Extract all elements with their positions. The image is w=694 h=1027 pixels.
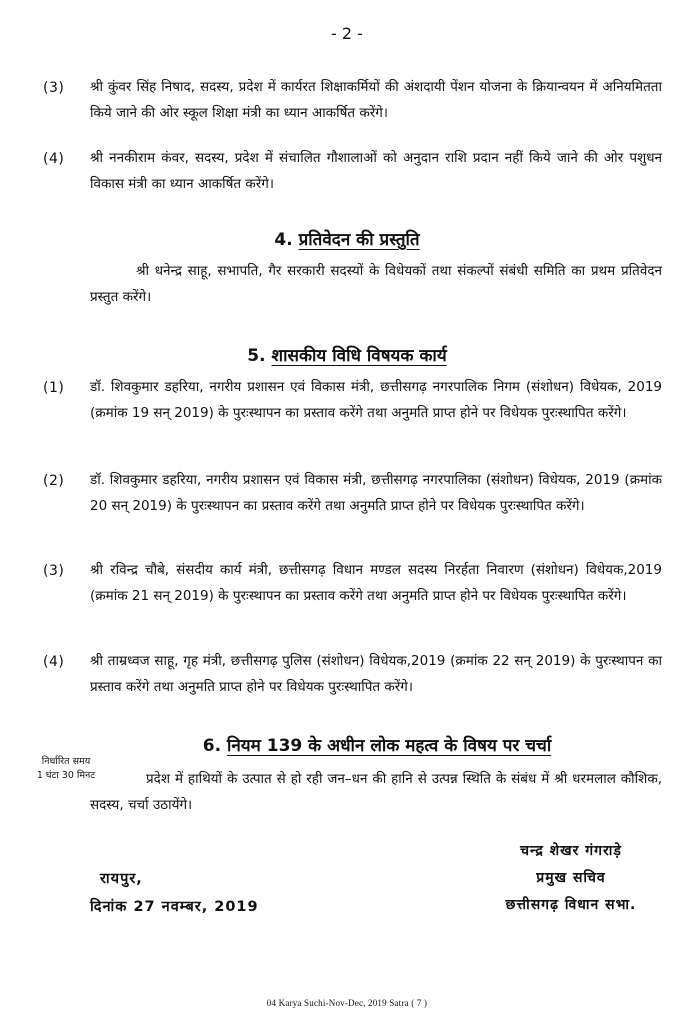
- legislative-item: श्री रविन्द्र चौबे, संसदीय कार्य मंत्री, छत्तीसगढ़ विधान मण्डल सदस्य निरर्हता निवारण (संशोधन) विधेयक,2019 (क्रमांक 21 सन् 2019) के पुरःस्थापन का प्रस्ताव करेंगे तथा अनुमति प्राप्त होने पर विधेयक पुरःस्थापित करेंगे।: [90, 562, 662, 604]
- section-number: 5.: [247, 346, 266, 366]
- signatory-office: छत्तीसगढ़ विधान सभा.: [505, 897, 637, 913]
- section-number: 6.: [202, 736, 222, 756]
- section-number: 4.: [274, 230, 293, 250]
- section-title: नियम 139 के अधीन लोक महत्व के विषय पर चर्चा: [226, 736, 552, 756]
- legislative-item: डॉ. शिवकुमार डहरिया, नगरीय प्रशासन एवं विकास मंत्री, छत्तीसगढ़ नगरपालिक निगम (संशोधन) विधेयक, 2019 (क्रमांक 19 सन् 2019) के पुरःस्थापन का प्रस्ताव करेंगे तथा अनुमति प्राप्त होने पर विधेयक पुरःस्थापित करेंगे।: [90, 379, 662, 421]
- allotted-time-label: निर्धारित समय: [41, 756, 91, 767]
- legislative-item: श्री ताम्रध्वज साहू, गृह मंत्री, छत्तीसगढ़ पुलिस (संशोधन) विधेयक,2019 (क्रमांक 22 सन् 2019) के पुरःस्थापन का प्रस्ताव करेंगे तथा अनुमति प्राप्त होने पर विधेयक पुरःस्थापित करेंगे।: [90, 653, 662, 695]
- place: रायपुर,: [100, 871, 143, 887]
- report-presentation-text: श्री धनेन्द्र साहू, सभापति, गैर सरकारी सदस्यों के विधेयकों तथा संकल्पों संबंधी समिति का प्रथम प्रतिवेदन प्रस्तुत करेंगे।: [90, 263, 662, 305]
- attention-motion-item: श्री कुंवर सिंह निषाद, सदस्य, प्रदेश में कार्यरत शिक्षाकर्मियों की अंशदायी पेंशन योजना के क्रियान्वयन में अनियमितता किये जाने की ओर स्कूल शिक्षा मंत्री का ध्यान आकर्षित करेंगे।: [90, 79, 662, 121]
- signatory-name: चन्द्र शेखर गंगराड़े: [520, 843, 622, 859]
- section-title: प्रतिवेदन की प्रस्तुति: [298, 230, 420, 250]
- section-6-heading: [60, 733, 694, 756]
- item-number: (3): [43, 80, 65, 96]
- item-number: (4): [43, 151, 65, 167]
- item-number: (3): [43, 563, 65, 579]
- footer-reference: 04 Karya Suchi-Nov-Dec, 2019 Satra ( 7 ): [266, 998, 428, 1008]
- section-4-heading: [0, 227, 694, 250]
- item-number: (4): [43, 654, 65, 670]
- signatory-designation: प्रमुख सचिव: [536, 870, 606, 886]
- date: दिनांक 27 नवम्बर, 2019: [90, 899, 259, 915]
- legislative-item: डॉ. शिवकुमार डहरिया, नगरीय प्रशासन एवं विकास मंत्री, छत्तीसगढ़ नगरपालिका (संशोधन) विधेयक, 2019 (क्रमांक 20 सन् 2019) के पुरःस्थापन का प्रस्ताव करेंगे तथा अनुमति प्राप्त होने पर विधेयक पुरःस्थापित करेंगे।: [90, 472, 662, 514]
- allotted-time-value: 1 घंटा 30 मिनट: [36, 770, 96, 781]
- attention-motion-item: श्री ननकीराम कंवर, सदस्य, प्रदेश में संचालित गौशालाओं को अनुदान राशि प्रदान नहीं किये जाने की ओर पशुधन विकास मंत्री का ध्यान आकर्षित करेंगे।: [90, 150, 662, 192]
- signature-block: [476, 841, 666, 922]
- discussion-text: प्रदेश में हाथियों के उत्पात से हो रही जन–धन की हानि से उत्पन्न स्थिति के संबंध में श्री धरमलाल कौशिक, सदस्य, चर्चा उठायेंगे।: [90, 771, 662, 813]
- item-number: (2): [43, 473, 65, 489]
- section-title: शासकीय विधि विषयक कार्य: [271, 346, 447, 366]
- page-number: - 2 -: [331, 24, 363, 43]
- section-5-heading: [0, 343, 694, 366]
- item-number: (1): [43, 380, 65, 396]
